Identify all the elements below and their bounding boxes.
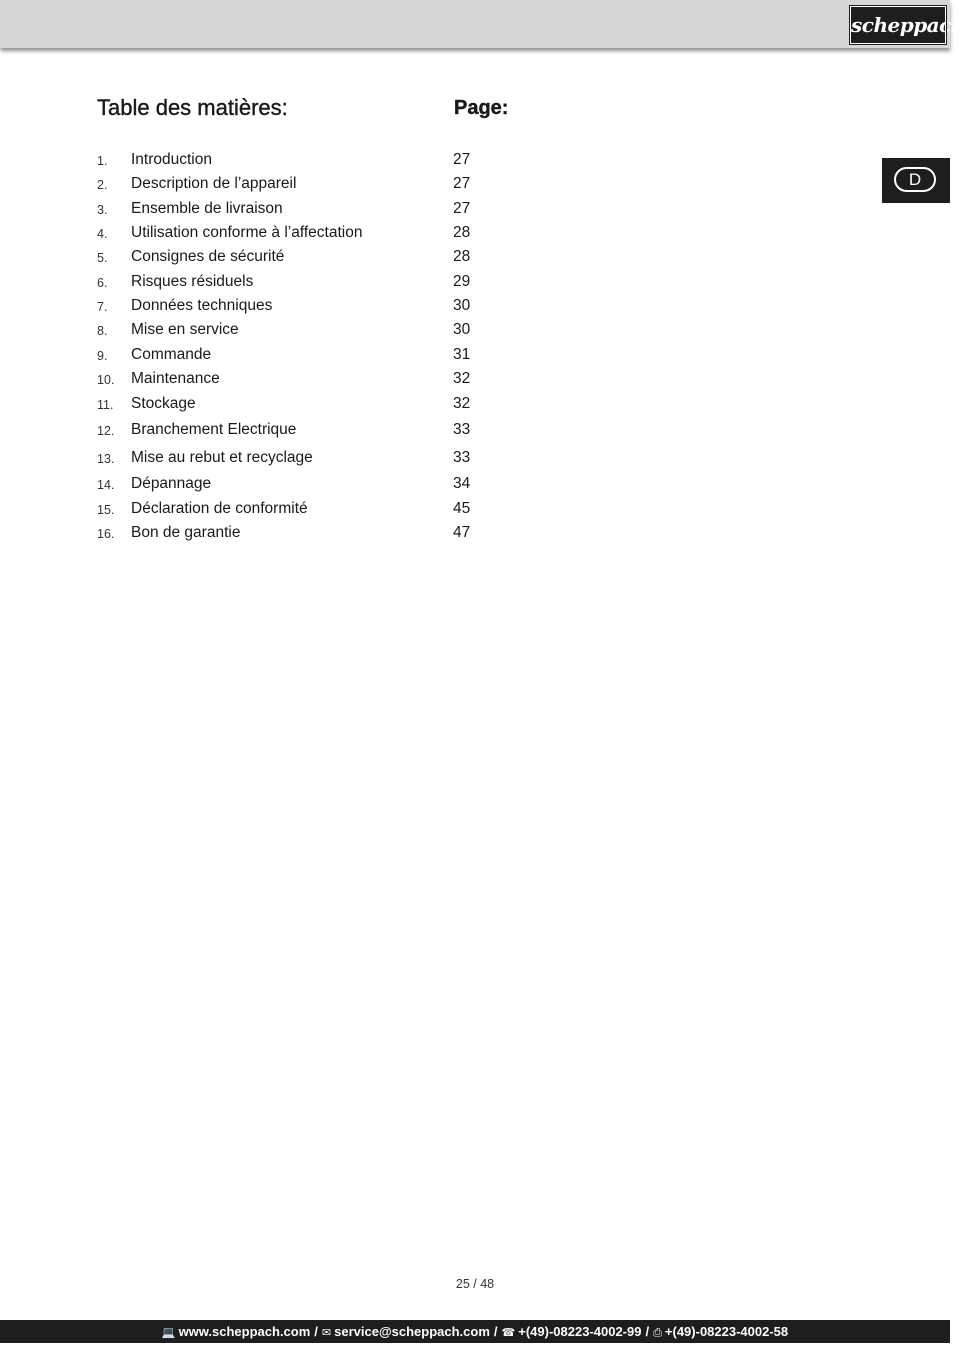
toc-entry-number: 12. <box>97 424 115 438</box>
toc-entry-title: Consignes de sécurité <box>131 248 285 265</box>
toc-entry-title: Branchement Electrique <box>131 421 297 438</box>
toc-entry-number: 9. <box>97 349 108 363</box>
toc-entry[interactable] <box>0 151 600 173</box>
toc-entry-number: 1. <box>97 154 108 168</box>
toc-entry[interactable] <box>0 297 600 319</box>
toc-entry[interactable] <box>0 421 600 443</box>
toc-entry-title: Introduction <box>131 151 212 168</box>
toc-entry-title: Risques résiduels <box>131 273 254 290</box>
toc-entry-page: 32 <box>453 370 471 387</box>
fax-icon: ⎙ <box>653 1327 662 1339</box>
toc-entry-page: 28 <box>453 248 471 265</box>
toc-entry-title: Déclaration de conformité <box>131 500 308 517</box>
toc-entry-title: Maintenance <box>131 370 220 387</box>
toc-entry-page: 30 <box>453 321 471 338</box>
computer-icon: 💻 <box>161 1327 176 1339</box>
toc-entry-page: 33 <box>453 449 471 466</box>
website-link[interactable]: www.scheppach.com <box>178 1324 311 1339</box>
toc-entry-title: Utilisation conforme à l’affectation <box>131 224 363 241</box>
footer-separator: / <box>314 1324 318 1339</box>
fax-number: +(49)-08223-4002-58 <box>664 1324 789 1339</box>
phone-number: +(49)-08223-4002-99 <box>518 1324 642 1339</box>
footer-separator: / <box>493 1324 498 1339</box>
toc-entry-number: 14. <box>97 478 115 492</box>
toc-entry-number: 11. <box>97 398 114 412</box>
toc-entry[interactable] <box>0 224 600 246</box>
toc-entry-number: 3. <box>97 203 108 217</box>
toc-entry[interactable] <box>0 248 600 270</box>
toc-entry[interactable] <box>0 200 600 222</box>
toc-entry-number: 5. <box>97 251 108 265</box>
toc-entry-page: 47 <box>453 524 471 541</box>
phone-icon: ☎ <box>501 1327 516 1339</box>
toc-entry[interactable] <box>0 524 600 546</box>
toc-entry[interactable] <box>0 321 600 343</box>
language-tab <box>882 158 950 203</box>
toc-entry-page: 27 <box>453 200 471 217</box>
toc-entry-title: Stockage <box>131 395 196 412</box>
page-column-title: Page: <box>454 97 509 119</box>
footer-separator: / <box>645 1324 650 1339</box>
toc-entry-title: Bon de garantie <box>131 524 241 541</box>
toc-entry-number: 7. <box>97 300 108 314</box>
toc-entry-page: 27 <box>453 151 471 168</box>
toc-entry-number: 10. <box>97 373 115 387</box>
email-icon: ✉ <box>321 1327 332 1339</box>
toc-entry-number: 8. <box>97 324 108 338</box>
toc-entry[interactable] <box>0 475 600 497</box>
toc-entry-number: 15. <box>97 503 115 517</box>
toc-entry[interactable] <box>0 500 600 522</box>
toc-entry[interactable] <box>0 449 600 471</box>
scheppach-logo: scheppach <box>850 6 946 44</box>
toc-entry-page: 34 <box>453 475 471 492</box>
footer-contact-bar <box>0 1320 950 1343</box>
toc-title: Table des matières: <box>97 95 288 120</box>
toc-entry[interactable] <box>0 175 600 197</box>
toc-entry-title: Description de l’appareil <box>131 175 297 192</box>
toc-entry-page: 28 <box>453 224 471 241</box>
toc-entry-page: 33 <box>453 421 471 438</box>
toc-entry-title: Ensemble de livraison <box>131 200 283 217</box>
toc-entry-title: Données techniques <box>131 297 273 314</box>
language-badge: D <box>894 167 936 192</box>
toc-entry-page: 29 <box>453 273 471 290</box>
toc-entry-number: 16. <box>97 527 115 541</box>
email-link[interactable]: service@scheppach.com <box>334 1324 490 1339</box>
toc-entry-title: Mise au rebut et recyclage <box>131 449 313 466</box>
toc-entry-page: 30 <box>453 297 471 314</box>
toc-entry[interactable] <box>0 273 600 295</box>
toc-entry-title: Mise en service <box>131 321 239 338</box>
toc-entry-number: 13. <box>97 452 115 466</box>
toc-entry[interactable] <box>0 395 600 417</box>
toc-entry-title: Commande <box>131 346 212 363</box>
toc-entry-number: 6. <box>97 276 108 290</box>
toc-entry-number: 2. <box>97 178 108 192</box>
page-number: 25 / 48 <box>455 1277 495 1291</box>
toc-entry-page: 45 <box>453 500 471 517</box>
toc-entry[interactable] <box>0 370 600 392</box>
header-bar <box>0 0 965 48</box>
toc-entry[interactable] <box>0 346 600 368</box>
toc-entry-page: 27 <box>453 175 471 192</box>
toc-entry-title: Dépannage <box>131 475 212 492</box>
toc-entry-page: 32 <box>453 395 471 412</box>
toc-entry-page: 31 <box>453 346 471 363</box>
toc-entry-number: 4. <box>97 227 108 241</box>
